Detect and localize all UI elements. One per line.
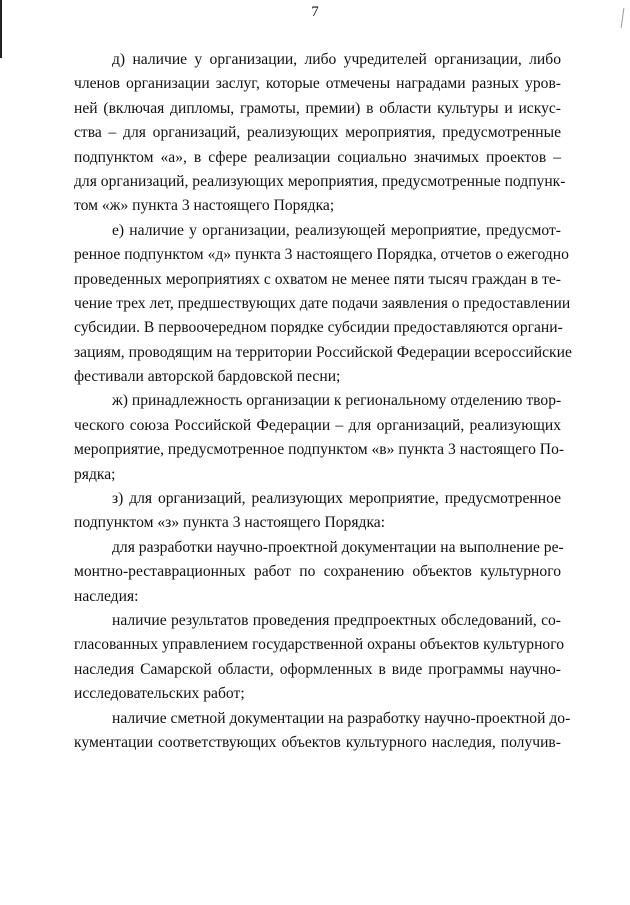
page-number: 7 — [311, 4, 319, 20]
paragraph-d — [74, 48, 566, 219]
text-line: наследия Самарской области, оформленных в виде программы научно- — [74, 660, 561, 678]
text-line: членов организации заслуг, которые отмечены наградами разных уров- — [74, 75, 561, 93]
text-line: рядка; — [74, 465, 116, 483]
text-line: подпунктом «з» пункта 3 настоящего Порядка: — [74, 514, 386, 532]
text-line: наследия: — [74, 587, 139, 605]
paragraph-z-surveys — [74, 609, 565, 707]
text-line: монтно-реставрационных работ по сохранению объектов культурного — [74, 563, 561, 581]
text-line: ческого союза Российской Федерации – для организаций, реализующих — [74, 416, 561, 434]
paragraph-zh — [74, 389, 565, 487]
text-line: проведенных мероприятиях с охватом не менее пяти тысяч граждан в те- — [74, 270, 561, 288]
text-line: кументации соответствующих объектов культурного наследия, получив- — [74, 733, 561, 751]
text-line: чение трех лет, предшествующих дате подачи заявления о предоставлении — [74, 294, 571, 312]
text-line: ж) принадлежность организации к региональному отделению твор- — [112, 392, 562, 410]
text-line: наличие результатов проведения предпроектных обследований, со- — [112, 611, 561, 629]
text-line: для разработки научно-проектной документации на выполнение ре- — [112, 538, 564, 556]
document-body — [74, 48, 572, 755]
text-line: субсидии. В первоочередном порядке субсидии предоставляются органи- — [74, 319, 563, 337]
paragraph-z-estimates — [74, 707, 571, 756]
text-line: мероприятие, предусмотренное подпунктом «в» пункта 3 настоящего По- — [74, 441, 565, 459]
text-line: з) для организаций, реализующих мероприятие, предусмотренное — [112, 490, 561, 508]
text-line: зациям, проводящим на территории Российской Федерации всероссийские — [74, 343, 572, 361]
paragraph-e — [74, 219, 572, 390]
text-line: подпунктом «а», в сфере реализации социально значимых проектов – — [74, 148, 561, 166]
paragraph-z — [74, 487, 561, 536]
text-line: ней (включая дипломы, грамоты, премии) в области культуры и искус- — [74, 99, 561, 117]
text-line: ренное подпунктом «д» пункта 3 настоящего Порядка, отчетов о ежегодно — [74, 246, 569, 264]
text-line: гласованных управлением государственной охраны объектов культурного — [74, 636, 565, 654]
text-line: для организаций, реализующих мероприятия, предусмотренные подпунк- — [74, 172, 566, 190]
text-line: д) наличие у организации, либо учредителей организации, либо — [112, 51, 561, 68]
text-line: исследовательских работ; — [74, 685, 245, 703]
text-line: наличие сметной документации на разработку научно-проектной до- — [112, 709, 571, 727]
text-line: том «ж» пункта 3 настоящего Порядка; — [74, 197, 335, 215]
text-line: ства – для организаций, реализующих мероприятия, предусмотренные — [74, 124, 561, 142]
text-line: фестивали авторской бардовской песни; — [74, 368, 341, 386]
text-line: е) наличие у организации, реализующей мероприятие, предусмот- — [112, 221, 561, 239]
paragraph-z-design-docs — [74, 536, 564, 609]
